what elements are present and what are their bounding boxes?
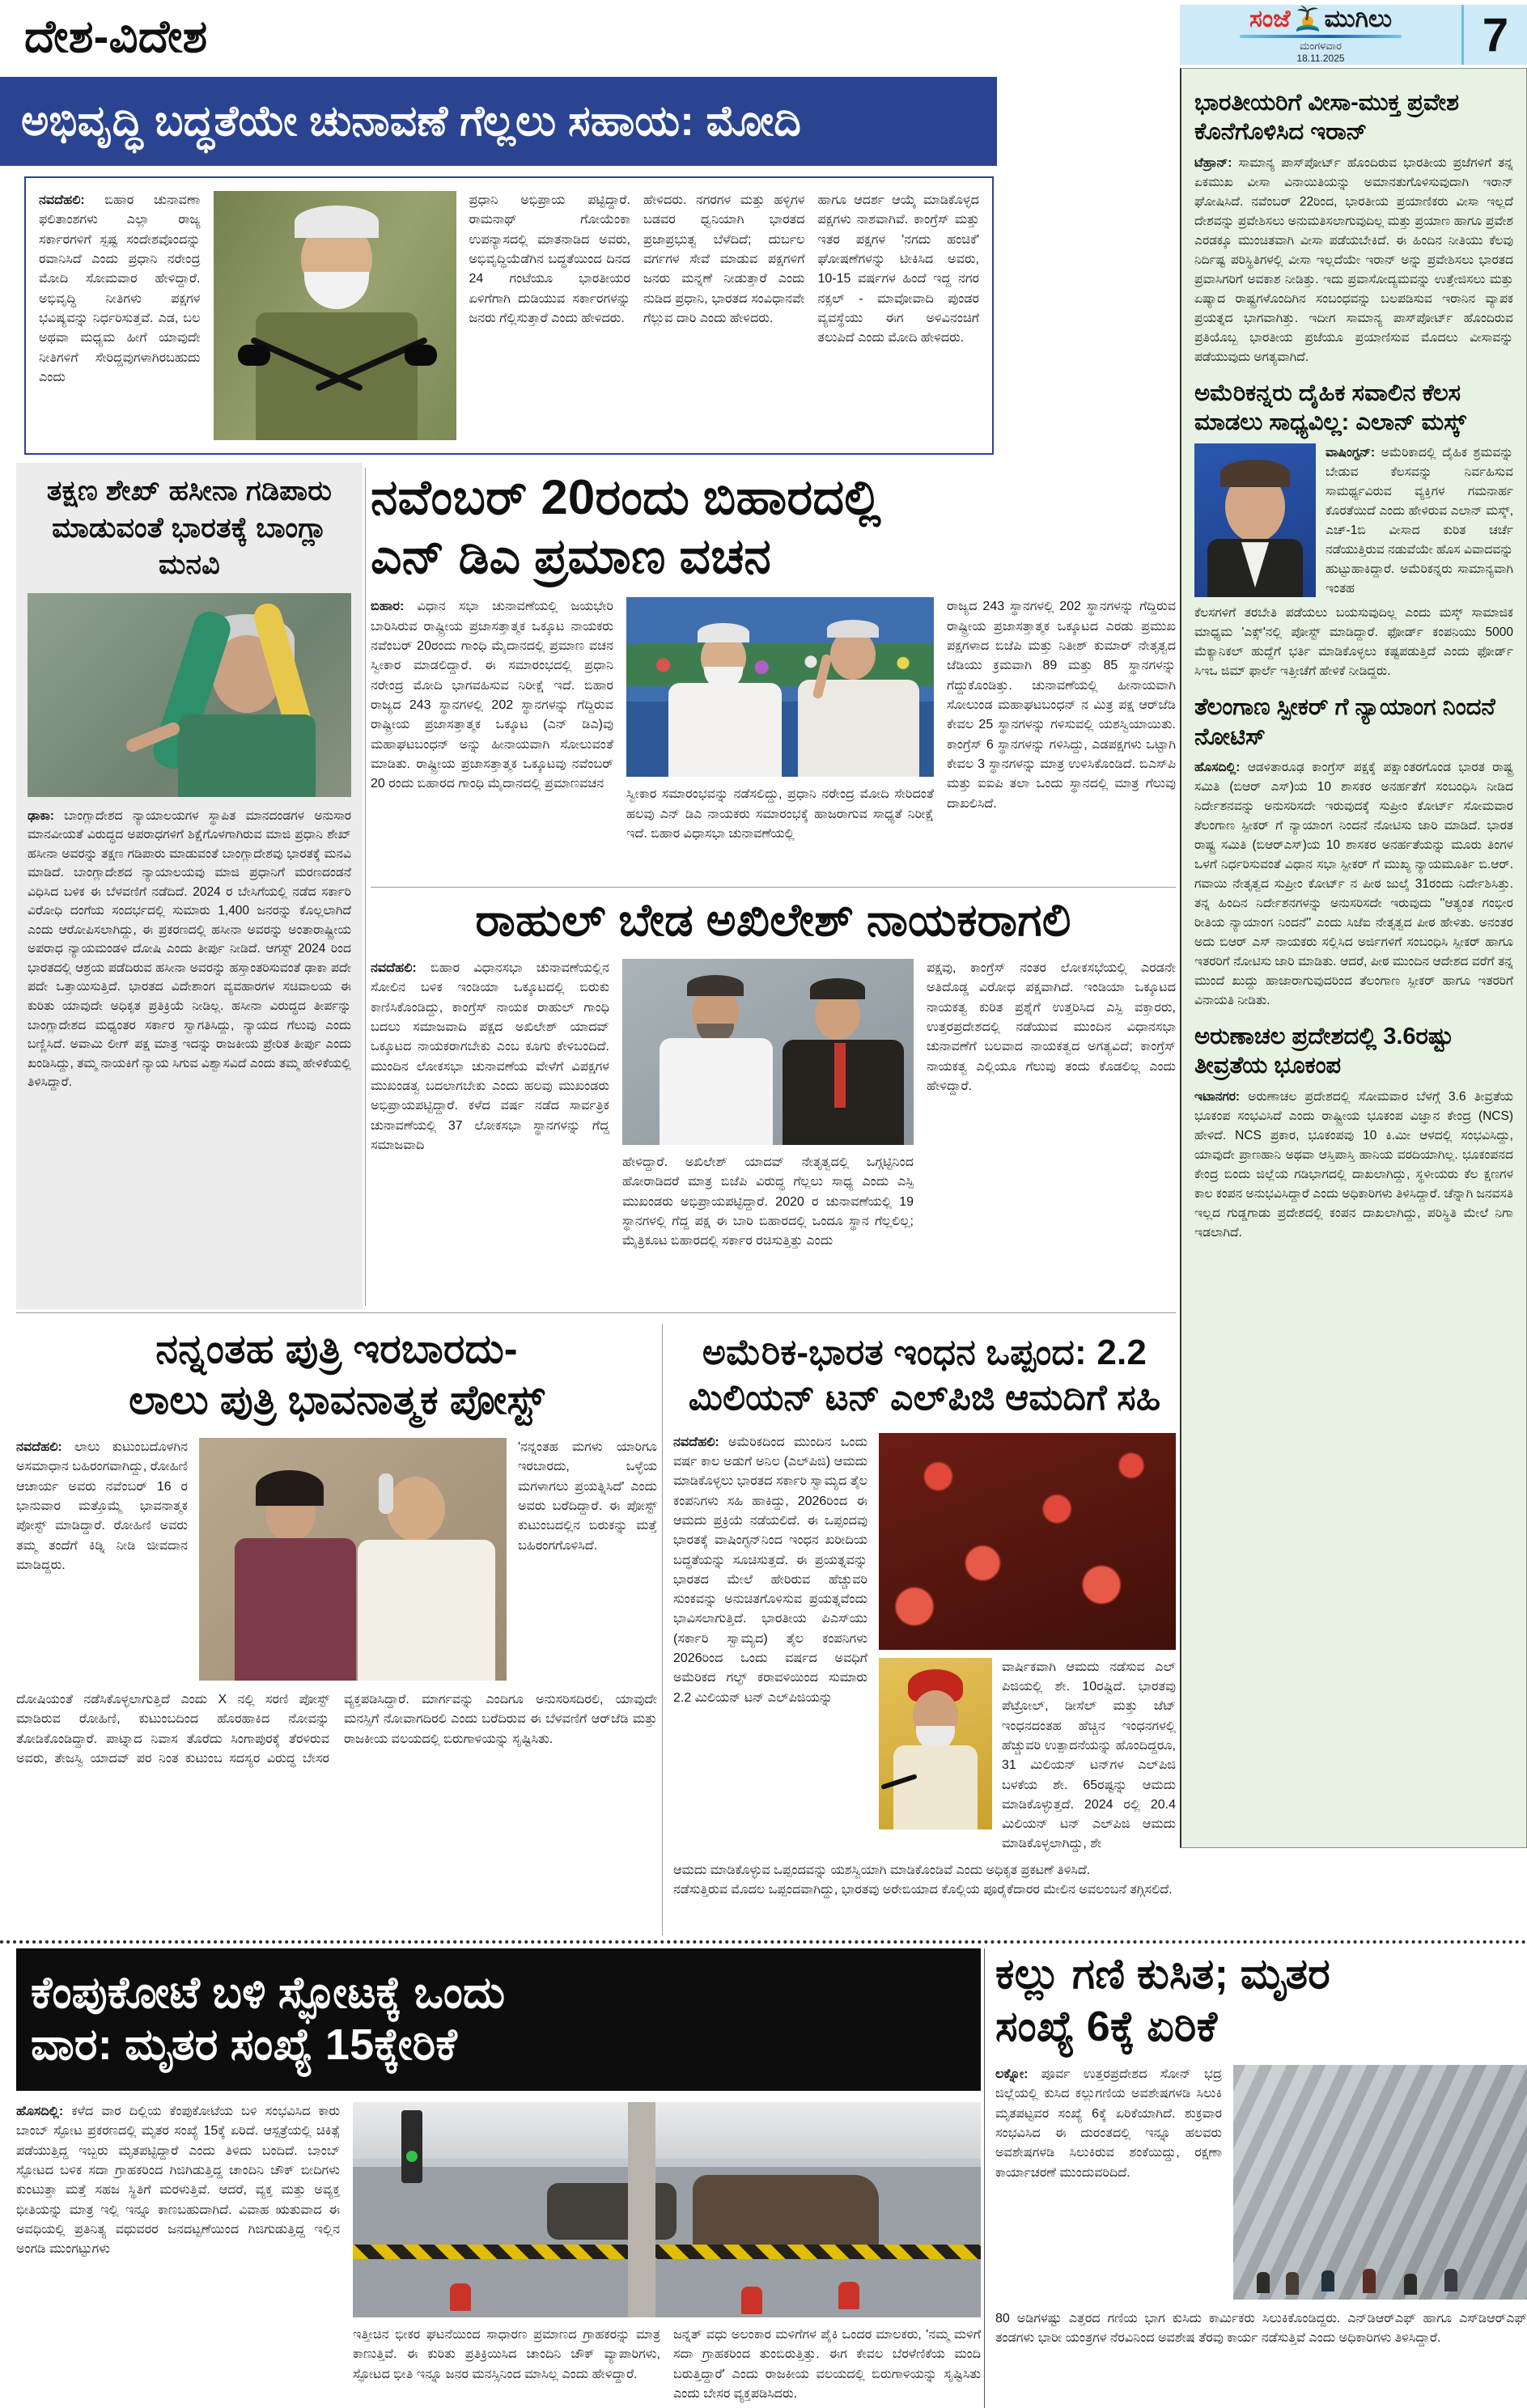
mic-right-head [405,345,437,366]
lalu-body-below: ದೋಷಿಯಂತೆ ನಡೆಸಿಕೊಳ್ಳಲಾಗುತ್ತಿದೆ ಎಂದು X ನಲ್ಲಿ ಸರಣಿ ಪೋಸ್ಟ್ ಮಾಡಿರುವ ರೋಹಿಣಿ, ಕುಟುಂಬದಿಂದ ಹೊರಹಾಕಿದ ನೋವನ್ನು ತೋಡಿಕೊಂಡಿದ್ದಾರೆ. ಪಾಟ್ನಾದ ನಿವಾಸ ತೊರೆದು ಸಿಂಗಾಪುರಕ್ಕೆ ತೆರಳಿರುವ ಅವರು, ತೇಜಸ್ವಿ ಯಾದವ್ ಪರ ನಿಂತ ಕುಟುಂಬ ಸದಸ್ಯರ ವಿರುದ್ಧ ಬೇಸರ ವ್ಯಕ್ತಪಡಿಸಿದ್ದಾರೆ. ಮಾರ್ಗವನ್ನು ಎಂದಿಗೂ ಅನುಸರಿಸದಿರಲಿ, ಯಾವುದೇ ಮನಸ್ಸಿಗೆ ನೋವಾಗದಿರಲಿ ಎಂದು ಬರೆದಿರುವ ಈ ಬೆಳವಣಿಗೆ ಆರ್‌ಜೆಡಿ ಮತ್ತು ರಾಜಕೀಯ ವಲಯದಲ್ಲಿ ಬಿರುಗಾಳಿಯನ್ನು ಸೃಷ್ಟಿಸಿತು. [16,1693,657,1766]
section-label: ದೇಶ-ವಿದೇಶ [24,11,208,61]
rahul-col-1-text: ಬಿಹಾರ ವಿಧಾನಸಭಾ ಚುನಾವಣೆಯಲ್ಲಿನ ಸೋಲಿನ ಬಳಿಕ ಇಂಡಿಯಾ ಒಕ್ಕೂಟದಲ್ಲಿ ಬಿರುಕು ಕಾಣಿಸಿಕೊಂಡಿದ್ದು, ಕಾಂಗ್ರೆಸ್ ನಾಯಕ ರಾಹುಲ್ ಗಾಂಧಿ ಬದಲು ಸಮಾಜವಾದಿ ಪಕ್ಷದ ಅಖಿಲೇಶ್ ಯಾದವ್ ಒಕ್ಕೂಟದ ನಾಯಕರಾಗಬೇಕು ಎಂಬ ಕೂಗು ಕೇಳಿಬಂದಿದೆ. ಮುಂದಿನ ಲೋಕಸಭಾ ಚುನಾವಣೆಯ ವೇಳೆಗೆ ವಿಪಕ್ಷಗಳ ಮುಖಂಡತ್ವ ಬದಲಾಗಬೇಕು ಎಂದು ಹಲವು ಮುಖಂಡರು ಅಭಿಪ್ರಾಯಪಟ್ಟಿದ್ದಾರೆ. ಕಳೆದ ವರ್ಷ ನಡೆದ ಸಾರ್ವತ್ರಿಕ ಚುನಾವಣೆಯಲ್ಲಿ 37 ಲೋಕಸಭಾ ಸ್ಥಾನಗಳನ್ನು ಗೆದ್ದ ಸಮಾಜವಾದಿ [371,961,609,1152]
article-rahul [371,893,1176,1306]
caution-tape [353,2245,981,2259]
divider-nda-rahul [371,887,1176,888]
lead-dateline: ನವದೆಹಲಿ: [39,193,85,207]
quake-headline: ಅರುಣಾಚಲ ಪ್ರದೇಶದಲ್ಲಿ 3.6ರಷ್ಟು ತೀವ್ರತೆಯ ಭೂಕಂಪ [1194,1024,1453,1079]
person-3 [1321,2270,1334,2291]
lalu-headline-line1: ನನ್ನಂತಹ ಪುತ್ರಿ ಇರಬಾರದು- [155,1326,518,1371]
article-hasina [16,463,363,1309]
burned-car-2 [547,2183,677,2240]
modi-hair [295,206,379,238]
musk-body-beside [1326,443,1513,599]
divider-hasina-nda [365,468,366,1306]
musk-hair [1220,460,1290,487]
redfort-col-1 [16,2102,340,2404]
lpg-col-1-text: ಅಮೆರಿಕದಿಂದ ಮುಂದಿನ ಒಂದು ವರ್ಷ ಕಾಲ ಅಡುಗೆ ಅನಿಲ (ಎಲ್‌ಪಿಜಿ) ಆಮದು ಮಾಡಿಕೊಳ್ಳಲು ಭಾರತದ ಸರ್ಕಾರಿ ಸ್ವಾಮ್ಯದ ತೈಲ ಕಂಪನಿಗಳು ಸಹಿ ಹಾಕಿದ್ದು, 2026ರಿಂದ ಈ ಆಮದು ಪ್ರಕ್ರಿಯೆ ನಡೆಯಲಿದೆ. ಈ ಒಪ್ಪಂದವು ಭಾರತಕ್ಕೆ ವಾಷಿಂಗ್ಟನ್‌ನಿಂದ ಇಂಧನ ಖರೀದಿಯ ಬದ್ಧತೆಯನ್ನು ಸೂಚಿಸುತ್ತದೆ. ಈ ಪ್ರಯತ್ನವನ್ನು ಭಾರತದ ಮೇಲೆ ಹೇರಿರುವ ಹೆಚ್ಚುವರಿ ಸುಂಕವನ್ನು ಅನುಚಿತಗೊಳಿಸುವ ಪ್ರಯತ್ನವೆಂದು ಭಾವಿಸಲಾಗುತ್ತಿದೆ. ಭಾರತೀಯ ಪಿಎಸ್‌ಯು (ಸರ್ಕಾರಿ ಸ್ವಾಮ್ಯದ) ತೈಲ ಕಂಪನಿಗಳು 2026ರಿಂದ ಒಂದು ವರ್ಷದ ಅವಧಿಗೆ ಅಮೆರಿಕದ ಗಲ್ಫ್ ಕರಾವಳಿಯಿಂದ ಸುಮಾರು 2.2 ಮಿಲಿಯನ್ ಟನ್ ಎಲ್‌ಪಿಜಿಯನ್ನು [673,1435,867,1705]
lalu-col-1 [16,1438,188,1681]
masthead-brand [1180,5,1461,65]
hasina-dateline: ಢಾಕಾ: [28,808,54,823]
lead-col-1-text: ಬಿಹಾರ ಚುನಾವಣಾ ಫಲಿತಾಂಶಗಳು ಎಲ್ಲಾ ರಾಜ್ಯ ಸರ್ಕಾರಗಳಿಗೆ ಸ್ಪಷ್ಟ ಸಂದೇಶವೊಂದನ್ನು ರವಾನಿಸಿದೆ ಎಂದು ಪ್ರಧಾನಿ ನರೇಂದ್ರ ಮೋದಿ ಸೋಮವಾರ ಹೇಳಿದ್ದಾರೆ. ಅಭಿವೃದ್ಧಿ ನೀತಿಗಳು ಪಕ್ಷಗಳ ಭವಿಷ್ಯವನ್ನು ನಿರ್ಧರಿಸುತ್ತವೆ. ಎಡ, ಬಲ ಅಥವಾ ಮಧ್ಯಮ ಹೀಗೆ ಯಾವುದೇ ನೀತಿಗಳಿಗೆ ಸೇರಿದ್ದವುಗಳಾಗಿರಬಹುದು ಎಂದು [39,193,201,384]
nda-modi-kurta [668,683,782,777]
lpg-dateline: ನವದೆಹಲಿ: [673,1435,719,1449]
article-quake [1194,1022,1513,1243]
nda-nitish-hair [827,620,879,638]
hasina-headline: ತಕ್ಷಣ ಶೇಖ್ ಹಸೀನಾ ಗಡಿಪಾರು ಮಾಡುವಂತೆ ಭಾರತಕ್ಕೆ ಬಾಂಗ್ಲಾ ಮನವಿ [46,475,333,580]
bollard-3 [838,2282,859,2309]
article-redfort [16,1948,981,2408]
musk-dateline: ವಾಷಿಂಗ್ಟನ್: [1326,446,1376,460]
lpg-col-1 [673,1433,867,1708]
quarry-headline-line2: ಸಂಖ್ಯೆ 6ಕ್ಕೆ ಏರಿಕೆ [995,2003,1218,2050]
person-5 [1404,2274,1417,2295]
divider-mid [16,1312,1176,1313]
bollard-2 [741,2287,762,2314]
rahul-col-3: ಪಕ್ಷವು, ಕಾಂಗ್ರೆಸ್ ನಂತರ ಲೋಕಸಭೆಯಲ್ಲಿ ಎರಡನೇ ಅತಿದೊಡ್ಡ ವಿರೋಧ ಪಕ್ಷವಾಗಿದೆ. ಇಂಡಿಯಾ ಒಕ್ಕೂಟದ ನಾಯಕತ್ವ ಕುರಿತ ಪ್ರಶ್ನೆಗೆ ಉತ್ತರಿಸಿದ ಎಸ್ಪಿ ವಕ್ತಾರರು, ಉತ್ತರಪ್ರದೇಶದಲ್ಲಿ ನಡೆಯುವ ಮುಂದಿನ ವಿಧಾನಸಭಾ ಚುನಾವಣೆಗೆ ಬಲವಾದ ನಾಯಕತ್ವದ ಅಗತ್ಯವಿದೆ; ಕಾಂಗ್ರೆಸ್ ನಾಯಕತ್ವ ಎಲ್ಲಿಯೂ ಗೆಲುವು ತಂದು ಕೊಡಲಿಲ್ಲ ಎಂದು ಹೇಳಿದ್ದಾರೆ. [927,961,1176,1093]
redfort-col-2: ಇತ್ತೀಚಿನ ಭೀಕರ ಘಟನೆಯಿಂದ ಸಾಧಾರಣ ಪ್ರಮಾಣದ ಗ್ರಾಹಕರನ್ನು ಮಾತ್ರ ಕಾಣುತ್ತಿವೆ. ಈ ಕುರಿತು ಪ್ರತಿಕ್ರಿಯಿಸಿದ ಚಾಂದಿನಿ ಚೌಕ್ ವ್ಯಾಪಾರಿಗಳು, ಸ್ಫೋಟದ ಭೀತಿ ಇನ್ನೂ ಜನರ ಮನಸ್ಸಿನಿಂದ ಮಾಸಿಲ್ಲ ಎಂದು ಹೇಳಿದ್ದಾರೆ. [353,2328,660,2381]
lalu-headline-line2: ಲಾಲು ಪುತ್ರಿ ಭಾವನಾತ್ಮಕ ಪೋಸ್ಟ್ [129,1376,545,1422]
modi-beard [304,272,369,309]
iran-dateline: ಟೆಹ್ರಾನ್: [1194,155,1232,170]
musk-body-beside-text: ಅಮೆರಿಕಾದಲ್ಲಿ ದೈಹಿಕ ಶ್ರಮವನ್ನು ಬೇಡುವ ಕೆಲಸವನ್ನು ನಿರ್ವಹಿಸುವ ಸಾಮರ್ಥ್ಯವಿರುವ ವ್ಯಕ್ತಿಗಳ ಗಮನಾರ್ಹ ಕೊರತೆಯಿದೆ ಎಂದು ಹೇಳಿರುವ ಎಲಾನ್ ಮಸ್ಕ್, ಎಚ್-1ಬಿ ವೀಸಾದ ಕುರಿತ ಚರ್ಚೆ ನಡೆಯುತ್ತಿರುವ ನಡುವೆಯೇ ಹೊಸ ವಿವಾದವನ್ನು ಹುಟ್ಟುಹಾಕಿದ್ದಾರೆ. ಅಮೆರಿಕನ್ನರು ಸಾಮಾನ್ಯವಾಗಿ ಇಂತಹ [1326,446,1513,596]
blast-tents [353,2102,981,2159]
quarry-headline-line1: ಕಲ್ಲು ಗಣಿ ಕುಸಿತ; ಮೃತರ [995,1951,1330,1998]
nda-headline-line2: ಎನ್ ಡಿಎ ಪ್ರಮಾಣ ವಚನ [371,529,771,584]
iran-headline: ಭಾರತೀಯರಿಗೆ ವೀಸಾ-ಮುಕ್ತ ಪ್ರವೇಶ ಕೊನೆಗೊಳಿಸಿದ ಇರಾನ್ [1194,90,1459,146]
nda-dateline: ಬಿಹಾರ: [371,600,405,614]
lalu-col-2: 'ನನ್ನಂತಹ ಮಗಳು ಯಾರಿಗೂ ಇರಬಾರದು, ಒಳ್ಳೆಯ ಮಗಳಾಗಲು ಪ್ರಯತ್ನಿಸಿದೆ' ಎಂದು ಅವರು ಬರೆದಿದ್ದಾರೆ. ಈ ಪೋಸ್ಟ್ ಕುಟುಂಬದಲ್ಲಿನ ಬಿರುಕನ್ನು ಮತ್ತೆ ಬಹಿರಂಗಗೊಳಿಸಿದೆ. [518,1440,657,1553]
brand-underline [1240,35,1402,38]
day-label: ಮಂಗಳವಾರ [1299,40,1342,52]
lamp-post [628,2102,655,2317]
musk-body-below: ಕೆಲಸಗಳಿಗೆ ತರಬೇತಿ ಪಡೆಯಲು ಬಯಸುವುದಿಲ್ಲ ಎಂದು ಮಸ್ಕ್ ಸಾಮಾಜಿಕ ಮಾಧ್ಯಮ 'ಎಕ್ಸ್'ನಲ್ಲಿ ಪೋಸ್ಟ್ ಮಾಡಿದ್ದಾರೆ. ಫೋರ್ಡ್ ಕಂಪನಿಯು 5000 ಮೆಕ್ಯಾನಿಕಲ್ ಹುದ್ದೆಗೆ ಭರ್ತಿ ಮಾಡಿಕೊಳ್ಳಲು ಕಷ್ಟಪಡುತ್ತಿದೆ ಎಂದು ಫೋರ್ಡ್ ಸಿಇಒ ಜಿಮ್ ಫಾರ್ಲೆ ಇತ್ತೀಚೆಗೆ ಹೇಳಿಕೆ ನೀಡಿದ್ದರು. [1194,606,1513,679]
rahul-dateline: ನವದೆಹಲಿ: [371,961,417,975]
quake-body [1194,1087,1513,1243]
quarry-col-1-text: ಪೂರ್ವ ಉತ್ತರಪ್ರದೇಶದ ಸೋನ್ ಭದ್ರ ಜಿಲ್ಲೆಯಲ್ಲಿ ಕುಸಿದ ಕಲ್ಲುಗಣಿಯ ಅವಶೇಷಗಳಡಿ ಸಿಲುಕಿ ಮೃತಪಟ್ಟವರ ಸಂಖ್ಯೆ 6ಕ್ಕೆ ಏರಿಕೆಯಾಗಿದೆ. ಶುಕ್ರವಾರ ಸಂಭವಿಸಿದ ಈ ದುರಂತದಲ್ಲಿ ಇನ್ನೂ ಹಲವರು ಅವಶೇಷಗಳಡಿ ಸಿಲುಕಿರುವ ಶಂಕೆಯಿದ್ದು, ರಕ್ಷಣಾ ಕಾರ್ಯಾಚರಣೆ ಮುಂದುವರಿದಿದೆ. [995,2067,1222,2180]
telangana-body-text: ಆಡಳಿತಾರೂಢ ಕಾಂಗ್ರೆಸ್ ಪಕ್ಷಕ್ಕೆ ಪಕ್ಷಾಂತರಗೊಂಡ ಭಾರತ ರಾಷ್ಟ್ರ ಸಮಿತಿ (ಬಿಆರ್ ಎಸ್)ಯ 10 ಶಾಸಕರ ಅನರ್ಹತೆಗೆ ಸಂಬಂಧಿಸಿ ನೀಡಿದ ನಿರ್ದೇಶನವನ್ನು ಅನುಸರಿಸದೇ ಇರುವುದಕ್ಕೆ ಸುಪ್ರೀಂ ಕೋರ್ಟ್ ಸೋಮವಾರ ತೆಲಂಗಾಣ ಸ್ಪೀಕರ್ ಗೆ ನ್ಯಾಯಾಂಗ ನಿಂದನೆ ನೋಟಿಸು ಜಾರಿ ಮಾಡಿದೆ. ಭಾರತ ರಾಷ್ಟ್ರ ಸಮಿತಿ (ಬಿಆರ್‌ಎಸ್)ಯ 10 ಶಾಸಕರ ಅನರ್ಹತೆಯನ್ನು ಮೂರು ತಿಂಗಳ ಒಳಗೆ ನಿರ್ಧರಿಸುವಂತೆ ವಿಧಾನ ಸಭಾ ಸ್ಪೀಕರ್ ಗೆ ಮುಖ್ಯ ನ್ಯಾಯಮೂರ್ತಿ ಬಿ.ಆರ್. ಗವಾಯಿ ನೇತೃತ್ವದ ಸುಪ್ರೀಂ ಕೋರ್ಟ್ ನ ಪೀಠ ಜುಲೈ 31ರಂದು ನಿರ್ದೇಶಿಸಿತ್ತು. ತನ್ನ ಹಿಂದಿನ ನಿರ್ದೇಶನಗಳನ್ನು ಅನುಸರಿಸದೇ ಇರುವುದು ''ಆತ್ಯಂತ ಗಂಭೀರ ರೀತಿಯ ನ್ಯಾಯಾಂಗ ನಿಂದನೆ'' ಎಂದು ಸಿಜೆಐ ನೇತೃತ್ವದ ಪೀಠ ಹೇಳಿತು. ಅನಂತರ ಅದು ಬಿಆರ್ ಎಸ್ ನಾಯಕರು ಸಲ್ಲಿಸಿದ ಅರ್ಜಿಗಳಿಗೆ ಸಂಬಂಧಿಸಿ ಸ್ಪೀಕರ್ ಹಾಗೂ ಇತರರಿಗೆ ನೋಟಿಸು ಜಾರಿ ಮಾಡಿತು. ಆದರೆ, ಪೀಠ ಮುಂದಿನ ಆದೇಶದ ವರೆಗೆ ತನ್ನ ಮುಂದೆ ಖುದ್ದು ಹಾಜಾರಾಗುವುದರಿಂದ ತೆಲಂಗಾಣ ಸ್ಪೀಕರ್ ಹಾಗೂ ಇತರರಿಗೆ ವಿನಾಯತಿ ನೀಡಿತು. [1194,760,1513,1008]
blast-scene-photo [353,2102,981,2317]
person-2 [1286,2272,1299,2295]
lead-headline: ಅಭಿವೃದ್ಧಿ ಬದ್ಧತೆಯೇ ಚುನಾವಣೆ ಗೆಲ್ಲಲು ಸಹಾಯ: ಮೋದಿ [21,97,802,145]
quarry-dateline: ಲಕ್ನೋ: [995,2067,1029,2081]
quake-dateline: ಇಟಾನಗರ: [1194,1089,1241,1104]
burned-car-1 [693,2175,879,2248]
sidebar-column [1180,68,1527,1848]
redfort-dateline: ಹೊಸದಿಲ್ಲಿ: [16,2105,64,2118]
rahul-akhilesh-photo [622,959,914,1145]
article-quarry [995,1948,1527,2408]
lpg-headline-line1: ಅಮೆರಿಕ-ಭಾರತ ಇಂಧನ ಒಪ್ಪಂದ: 2.2 [702,1333,1147,1372]
lead-headline-banner [0,77,997,166]
traffic-light [401,2110,422,2183]
iran-body [1194,154,1513,367]
nda-col-1-text: ವಿಧಾನ ಸಭಾ ಚುನಾವಣೆಯಲ್ಲಿ ಜಯಭೇರಿ ಬಾರಿಸಿರುವ ರಾಷ್ಟ್ರೀಯ ಪ್ರಜಾಸತ್ತಾತ್ಮಕ ಒಕ್ಕೂಟ ನಾಯಕರು ನವೆಂಬರ್ 20ರಂದು ಗಾಂಧಿ ಮೈದಾನದಲ್ಲಿ ಪ್ರಮಾಣ ವಚನ ಸ್ವೀಕಾರ ಮಾಡಲಿದ್ದಾರೆ. ಈ ಸಮಾರಂಭದಲ್ಲಿ ಪ್ರಧಾನಿ ನರೇಂದ್ರ ಮೋದಿ ಭಾಗವಹಿಸುವ ನಿರೀಕ್ಷೆ ಇದೆ. ಬಿಹಾರ ರಾಜ್ಯದ 243 ಸ್ಥಾನಗಳಲ್ಲಿ 202 ಸ್ಥಾನಗಳನ್ನು ಗೆದ್ದಿರುವ ರಾಷ್ಟ್ರೀಯ ಪ್ರಜಾಸತ್ತಾತ್ಮಕ ಒಕ್ಕೂಟ (ಎನ್ ಡಿಎ)ವು ಮಹಾಘಟಬಂಧನ್ ಅನ್ನು ಹೀನಾಯವಾಗಿ ಸೋಲುವಂತೆ ಮಾಡಿತು. ರಾಷ್ಟ್ರೀಯ ಪ್ರಜಾಸತ್ತಾತ್ಮಕ ಒಕ್ಕೂಟವು ನವೆಂಬರ್ 20 ರಂದು ಬಿಹಾರದ ಗಾಂಧಿ ಮೈದಾನದಲ್ಲಿ ಪ್ರಮಾಣವಚನ [371,600,613,791]
bollard-1 [450,2283,471,2311]
rahul-headline: ರಾಹುಲ್ ಬೇಡ ಅಖಿಲೇಶ್ ನಾಯಕರಾಗಲಿ [475,894,1071,945]
akhilesh-jacket-trim [834,1043,846,1108]
lead-article [24,176,994,455]
telangana-dateline: ಹೊಸದಿಲ್ಲಿ: [1194,760,1241,774]
article-iran-visa [1194,88,1513,367]
lalu-hair-side [379,1473,393,1514]
redfort-headline-line2: ವಾರ: ಮೃತರ ಸಂಖ್ಯೆ 15ಕ್ಕೇರಿಕೆ [31,2020,458,2069]
article-nda [371,468,1176,884]
article-musk [1194,379,1513,682]
brand-name-black: ಮುಗಿಲು [1324,6,1393,32]
lpg-headline-line2: ಮಿಲಿಯನ್ ಟನ್ ಎಲ್‌ಪಿಜಿ ಆಮದಿಗೆ ಸಹಿ [688,1378,1161,1418]
person-1 [1257,2272,1270,2293]
traffic-light-green [406,2151,418,2162]
lalu-col-1-text: ಲಾಲು ಕುಟುಂಬದೊಳಗಿನ ಅಸಮಾಧಾನ ಬಹಿರಂಗವಾಗಿದ್ದು, ರೋಹಿಣಿ ಆಚಾರ್ಯ ಅವರು ನವೆಂಬರ್ 16 ರ ಭಾನುವಾರ ಮತ್ತೊಮ್ಮೆ ಭಾವನಾತ್ಮಕ ಪೋಸ್ಟ್ ಮಾಡಿದ್ದಾರೆ. ರೋಹಿಣಿ ಅವರು ತಮ್ಮ ತಂದೆಗೆ ಕಿಡ್ನಿ ನೀಡಿ ಜೀವದಾನ ಮಾಡಿದ್ದರು. [16,1440,188,1572]
lpg-footer: ನಡೆಸುತ್ತಿರುವ ಮೊದಲ ಒಪ್ಪಂದವಾಗಿದ್ದು, ಭಾರತವು ಅರೇಬಿಯಾದ ಕೊಲ್ಲಿಯ ಪೂರೈಕೆದಾರರ ಮೇಲಿನ ಅವಲಂಬನೆ ತಗ್ಗಿಸಲಿದೆ. [673,1883,1173,1897]
rohini-hair [256,1470,324,1506]
article-telangana [1194,693,1513,1011]
puri-photo [879,1658,992,1829]
lpg-col-2: ವಾರ್ಷಿಕವಾಗಿ ಆಮದು ನಡೆಸುವ ಎಲ್ ಪಿಜಿಯಲ್ಲಿ ಶೇ. 10ರಷ್ಟಿದೆ. ಭಾರತವು ಪೆಟ್ರೋಲ್, ಡೀಸೆಲ್ ಮತ್ತು ಜೆಟ್ ಇಂಧನದಂತಹ ಹೆಚ್ಚಿನ ಇಂಧನಗಳಲ್ಲಿ ಹೆಚ್ಚುವರಿ ಉತ್ಪಾದನೆಯನ್ನು ಹೊಂದಿದ್ದರೂ, 31 ಮಿಲಿಯನ್ ಟನ್‌ಗಳ ಎಲ್‌ಪಿಜಿ ಬಳಕೆಯ ಶೇ. 65ರಷ್ಟನ್ನು ಆಮದು ಮಾಡಿಕೊಳ್ಳುತ್ತದೆ. 2024 ರಲ್ಲಿ 20.4 ಮಿಲಿಯನ್ ಟನ್ ಎಲ್‌ಪಿಜಿ ಆಮದು ಮಾಡಿಕೊಳ್ಳಲಾಗಿದ್ದು, ಶೇ [1002,1660,1176,1851]
article-lpg [673,1330,1176,1935]
article-lalu [16,1324,657,1935]
musk-headline: ಅಮೆರಿಕನ್ನರು ದೈಹಿಕ ಸವಾಲಿನ ಕೆಲಸ ಮಾಡಲು ಸಾಧ್ಯವಿಲ್ಲ: ಎಲಾನ್ ಮಸ್ಕ್ [1194,379,1466,435]
lpg-tail: ಆಮದು ಮಾಡಿಕೊಳ್ಳುವ ಒಪ್ಪಂದವನ್ನು ಯಶಸ್ವಿಯಾಗಿ ಮಾಡಿಕೊಂಡಿವೆ ಎಂದು ಅಧಿಕೃತ ಪ್ರಕಟಣೆ ತಿಳಿಸಿದೆ. [673,1863,1091,1877]
lead-col-1 [39,191,201,440]
hasina-body [28,807,351,1092]
rahul-hair [687,975,744,996]
masthead [1180,5,1527,65]
nda-headline-line1: ನವೆಂಬರ್ 20ರಂದು ಬಿಹಾರದಲ್ಲಿ [371,470,881,524]
mic-left-head [238,345,270,366]
rahul-col-2: ಹೇಳಿದ್ದಾರೆ. ಅಖಿಲೇಶ್ ಯಾದವ್ ನೇತೃತ್ವದಲ್ಲಿ ಒಗ್ಗಟ್ಟಿನಿಂದ ಹೋರಾಡಿದರೆ ಮಾತ್ರ ಬಿಜೆಪಿ ವಿರುದ್ಧ ಗೆಲ್ಲಲು ಸಾಧ್ಯ ಎಂದು ಎಸ್ಪಿ ಮುಖಂಡರು ಅಭಿಪ್ರಾಯಪಟ್ಟಿದ್ದಾರೆ. 2020 ರ ಚುನಾವಣೆಯಲ್ಲಿ 19 ಸ್ಥಾನಗಳಲ್ಲಿ ಗೆದ್ದ ಪಕ್ಷ ಈ ಬಾರಿ ಬಿಹಾರದಲ್ಲಿ ಒಂದೂ ಸ್ಥಾನ ಗೆಲ್ಲಲಿಲ್ಲ; ಮೈತ್ರಿಕೂಟ ಬಿಹಾರದಲ್ಲಿ ಸರ್ಕಾರ ರಚಿಸುತ್ತಿತ್ತು ಎಂದು [622,1155,914,1249]
quarry-photo [1233,2065,1527,2300]
lalu-kurta [358,1540,495,1681]
modi-photo [214,191,456,440]
lalu-face [387,1477,445,1541]
redfort-headline-line1: ಕೆಂಪುಕೋಟೆ ಬಳಿ ಸ್ಫೋಟಕ್ಕೆ ಒಂದು [31,1969,506,2018]
hasina-body-text: ಬಾಂಗ್ಲಾದೇಶದ ನ್ಯಾಯಾಲಯಗಳ ಸ್ಥಾಪಿತ ಮಾನದಂಡಗಳ ಅನುಸಾರ ಮಾನವೀಯತೆ ವಿರುದ್ಧದ ಅಪರಾಧಗಳಿಗೆ ಶಿಕ್ಷೆಗೊಳಗಾಗಿರುವ ಮಾಜಿ ಪ್ರಧಾನಿ ಶೇಖ್ ಹಸೀನಾ ಅವರನ್ನು ತಕ್ಷಣ ಗಡಿಪಾರು ಮಾಡುವಂತೆ ಬಾಂಗ್ಲಾದೇಶವು ಭಾರತಕ್ಕೆ ಮನವಿ ಮಾಡಿದೆ. ಬಾಂಗ್ಲಾದೇಶದ ನ್ಯಾಯಾಲಯವು ಮಾಜಿ ಪ್ರಧಾನಿಗೆ ಮರಣದಂಡನೆ ವಿಧಿಸಿದ ಬಳಿಕ ಈ ಬೆಳವಣಿಗೆ ನಡೆದಿದೆ. 2024 ರ ಬೇಸಿಗೆಯಲ್ಲಿ ನಡೆದ ಸರ್ಕಾರಿ ವಿರೋಧಿ ದಂಗೆಯ ಸಂದರ್ಭದಲ್ಲಿ ಸುಮಾರು 1,400 ಜನರನ್ನು ಕೊಲ್ಲಲಾಗಿದೆ ಎಂದು ಆರೋಪಿಸಲಾಗಿದ್ದು, ಈ ಪ್ರಕರಣದಲ್ಲಿ ಹಸೀನಾ ಅವರನ್ನು ಅಂತಾರಾಷ್ಟ್ರೀಯ ಅಪರಾಧ ನ್ಯಾಯಮಂಡಳಿ ದೋಷಿ ಎಂದು ತೀರ್ಪು ನೀಡಿದೆ. ಆಗಸ್ಟ್ 2024 ರಿಂದ ಭಾರತದಲ್ಲಿ ಆಶ್ರಯ ಪಡೆದಿರುವ ಹಸೀನಾ ಅವರನ್ನು ಹಸ್ತಾಂತರಿಸುವಂತೆ ಢಾಕಾ ಪದೇ ಪದೇ ಒತ್ತಾಯಿಸುತ್ತಿದೆ. ಭಾರತದ ವಿದೇಶಾಂಗ ವ್ಯವಹಾರಗಳ ಸಚಿವಾಲಯ ಈ ಕುರಿತು ಯಾವುದೇ ಅಧಿಕೃತ ಪ್ರತಿಕ್ರಿಯೆ ನೀಡಿಲ್ಲ. ಹಸೀನಾ ವಿರುದ್ಧದ ತೀರ್ಪನ್ನು ಬಾಂಗ್ಲಾದೇಶದ ಮಧ್ಯಂತರ ಸರ್ಕಾರ ಸ್ವಾಗತಿಸಿದ್ದು, ನ್ಯಾಯದ ಗೆಲುವು ಎಂದು ಬಣ್ಣಿಸಿದೆ. ಅವಾಮಿ ಲೀಗ್ ಪಕ್ಷ ಮಾತ್ರ ಇದನ್ನು ರಾಜಕೀಯ ಪ್ರೇರಿತ ತೀರ್ಪು ಎಂದು ಖಂಡಿಸಿದ್ದು, ತಮ್ಮ ನಾಯಕಿಗೆ ನ್ಯಾಯ ಸಿಗುವ ವಿಶ್ವಾಸವಿದೆ ಎಂದು ತಮ್ಮ ಹೇಳಿಕೆಯಲ್ಲಿ ತಿಳಿಸಿದ್ದಾರೆ. [28,808,351,1090]
lalu-dateline: ನವದೆಹಲಿ: [16,1440,62,1454]
telangana-body [1194,758,1513,1011]
divider-bottom [0,1940,1527,1944]
divider-redfort-quarry [984,1948,985,2408]
quarry-col-1 [995,2065,1222,2300]
divider-lalu-lpg [662,1324,663,1935]
nda-col-3: ರಾಜ್ಯದ 243 ಸ್ಥಾನಗಳಲ್ಲಿ 202 ಸ್ಥಾನಗಳನ್ನು ಗೆದ್ದಿರುವ ರಾಷ್ಟ್ರೀಯ ಪ್ರಜಾಸತ್ತಾತ್ಮಕ ಒಕ್ಕೂಟದ ಎರಡು ಪ್ರಮುಖ ಪಕ್ಷಗಳಾದ ಬಿಜೆಪಿ ಮತ್ತು ನಿತೀಶ್ ಕುಮಾರ್ ನೇತೃತ್ವದ ಜೆಡಿಯು ಕ್ರಮವಾಗಿ 89 ಮತ್ತು 85 ಸ್ಥಾನಗಳನ್ನು ಗೆದ್ದುಕೊಂಡಿತ್ತು. ಚುನಾವಣೆಯಲ್ಲಿ ಹೀನಾಯವಾಗಿ ಸೋಲುಂಡ ಮಹಾಘಟಬಂಧನ್ ನ ಮಿತ್ರ ಪಕ್ಷ ಆರ್‌ಜೆಡಿ ಕೇವಲ 25 ಸ್ಥಾನಗಳನ್ನು ಗಳಿಸುವಲ್ಲಿ ಯಶಸ್ವಿಯಾಯಿತು. ಕಾಂಗ್ರೆಸ್ 6 ಸ್ಥಾನಗಳನ್ನು ಗಳಿಸಿದ್ದು, ಎಡಪಕ್ಷಗಳು ಒಟ್ಟಾಗಿ ಕೇವಲ 3 ಸ್ಥಾನಗಳನ್ನು ಮಾತ್ರ ಉಳಿಸಿಕೊಂಡಿದೆ. ಬಿಎಸ್‌ಪಿ ಮತ್ತು ಐಐಪಿ ತಲಾ ಒಂದು ಸ್ಥಾನದಲ್ಲಿ ಮಾತ್ರ ಗೆಲುವು ದಾಖಲಿಸಿದೆ. [947,600,1176,811]
telangana-headline: ತೆಲಂಗಾಣ ಸ್ಪೀಕರ್ ಗೆ ನ್ಯಾಯಾಂಗ ನಿಂದನೆ ನೋಟಿಸ್ [1194,694,1495,750]
lead-col-4: ಹಾಗೂ ಆದರ್ಶ ಆಯ್ಕೆ ಮಾಡಿಕೊಳ್ಳದ ಪಕ್ಷಗಳು ನಾಶವಾಗಿವೆ. ಕಾಂಗ್ರೆಸ್ ಮತ್ತು ಇತರ ಪಕ್ಷಗಳ 'ನಗದು ಹಂಚಿಕೆ' ಘೋಷಣೆಗಳನ್ನು ಟೀಕಿಸಿದ ಅವರು, 10-15 ವರ್ಷಗಳ ಹಿಂದೆ ಇದ್ದ ನಗರ ನಕ್ಸಲ್ - ಮಾವೋವಾದಿ ಪುಂಡರ ವ್ಯವಸ್ಥೆಯು ಈಗ ಅಳಿವಿನಂಚಿಗೆ ತಲುಪಿದೆ ಎಂದು ಮೋದಿ ಹೇಳಿದರು. [817,193,979,346]
person-6 [1444,2269,1457,2291]
lead-col-3: ಹೇಳಿದರು. ನಗರಗಳ ಮತ್ತು ಹಳ್ಳಿಗಳ ಬಡವರ ಧ್ವನಿಯಾಗಿ ಭಾರತದ ಪ್ರಜಾಪ್ರಭುತ್ವ ಬೆಳೆದಿದೆ; ದುರ್ಬಲ ವರ್ಗಗಳ ಸೇವೆ ಮಾಡುವ ಪಕ್ಷಗಳಿಗೆ ಜನರು ಮನ್ನಣೆ ನೀಡುತ್ತಾರೆ ಎಂದು ನುಡಿದ ಪ್ರಧಾನಿ, ಭಾರತದ ಸಂವಿಧಾನವೇ ಗೆಲ್ಲುವ ದಾರಿ ಎಂದು ಹೇಳಿದರು. [643,193,805,325]
akhilesh-hair [810,978,865,999]
rahul-tshirt [660,1038,773,1145]
rahul-col-1 [371,959,609,1252]
hasina-body-shape [178,714,316,797]
date-label: 18.11.2025 [1296,53,1345,64]
musk-photo [1194,443,1316,597]
nda-col-2: ಸ್ವೀಕಾರ ಸಮಾರಂಭವನ್ನು ನಡೆಸಲಿದ್ದು, ಪ್ರಧಾನಿ ನರೇಂದ್ರ ಮೋದಿ ಸೇರಿದಂತೆ ಹಲವು ಎನ್ ಡಿಎ ನಾಯಕರು ಸಮಾರಂಭಕ್ಕೆ ಹಾಜರಾಗುವ ಸಾಧ್ಯತೆ ನಿರೀಕ್ಷೆ ಇದೆ. ಬಿಹಾರ ವಿಧಾಸಭಾ ಚುನಾವಣೆಯಲ್ಲಿ [626,787,934,841]
sun-palm-icon [1294,6,1321,33]
puri-vest [893,1745,978,1829]
lpg-cylinders-photo [879,1433,1176,1650]
lead-col-2: ಪ್ರಧಾನಿ ಅಭಿಪ್ರಾಯ ಪಟ್ಟಿದ್ದಾರೆ. ರಾಮನಾಥ್ ಗೋಯೆಂಕಾ ಉಪನ್ಯಾಸದಲ್ಲಿ ಮಾತನಾಡಿದ ಅವರು, ಅಭಿವೃದ್ಧಿಯೆಡೆಗಿನ ಬದ್ಧತೆಯಿಂದ ದಿನದ 24 ಗಂಟೆಯೂ ಭಾರತೀಯರ ಏಳಿಗೆಗಾಗಿ ದುಡಿಯುವ ಸರ್ಕಾರಗಳನ್ನು ಜನರು ಗೆಲ್ಲಿಸುತ್ತಾರೆ ಎಂದು ಹೇಳಿದರು. [469,193,630,325]
page-number: 7 [1461,5,1527,65]
lalu-rohini-photo [199,1438,507,1681]
person-4 [1363,2269,1376,2293]
nda-modi-hair [698,623,749,642]
rohini-dress [235,1538,356,1681]
redfort-col-1-text: ಕಳೆದ ವಾರ ದಿಲ್ಲಿಯ ಕೆಂಪುಕೋಟೆಯ ಬಳಿ ಸಂಭವಿಸಿದ ಕಾರು ಬಾಂಬ್ ಸ್ಫೋಟ ಪ್ರಕರಣದಲ್ಲಿ ಮೃತರ ಸಂಖ್ಯೆ 15ಕ್ಕೆ ಏರಿದೆ. ಆಸ್ಪತ್ರೆಯಲ್ಲಿ ಚಿಕಿತ್ಸೆ ಪಡೆಯುತ್ತಿದ್ದ ಇಬ್ಬರು ಮೃತಪಟ್ಟಿದ್ದಾರೆ ಎಂದು ತಿಳಿದು ಬಂದಿದೆ. ಬಾಂಬ್ ಸ್ಫೋಟದ ಬಳಿಕ ಸದಾ ಗ್ರಾಹಕರಿಂದ ಗಿಜಿಗಿಡುತ್ತಿದ್ದ ಚಾಂದಿನಿ ಚೌಕ್ ಬೀದಿಗಳು ಕುಂಟುತ್ತಾ ಮತ್ತೆ ಸಹಜ ಸ್ಥಿತಿಗೆ ಮರಳುತ್ತಿವೆ. ಆದರೆ, ವ್ಯಕ್ತ ಮತ್ತು ಅವ್ಯಕ್ತ ಭೀತಿಯನ್ನು ಮಾತ್ರ ಇಲ್ಲಿ ಇನ್ನೂ ಕಾಣಬಹುದಾಗಿದೆ. ವಿವಾಹ ಋತುವಾದ ಈ ಅವಧಿಯಲ್ಲಿ ಪ್ರತಿನಿತ್ಯ ವಧುವರರ ಜನದಟ್ಟಣೆಯಿಂದ ಗಿಜಿಗುಡುತ್ತಿದ್ದ ಇಲ್ಲಿನ ಅಂಗಡಿ ಮುಂಗಟ್ಟುಗಳು [16,2105,340,2257]
redfort-headline [16,1961,520,2077]
nda-photo [626,597,934,777]
iran-body-text: ಸಾಮಾನ್ಯ ಪಾಸ್‌ಪೋರ್ಟ್ ಹೊಂದಿರುವ ಭಾರತೀಯ ಪ್ರಜೆಗಳಿಗೆ ತನ್ನ ಏಕಮುಖ ವೀಸಾ ವಿನಾಯಿತಿಯನ್ನು ಅಮಾನತುಗೊಳಿಸುವುದಾಗಿ ಇರಾನ್ ಘೋಷಿಸಿದೆ. ನವೆಂಬರ್ 22ರಿಂದ, ಭಾರತೀಯ ಪ್ರಯಾಣಿಕರು ವೀಸಾ ಇಲ್ಲದೆ ದೇಶವನ್ನು ಪ್ರವೇಶಿಸಲು ಅನುಮತಿಸಲಾಗುವುದಿಲ್ಲ ಮತ್ತು ಪ್ರಯಾಣ ಹಾಗೂ ಪ್ರವೇಶ ಎರಡಕ್ಕೂ ಮುಂಚಿತವಾಗಿ ವೀಸಾ ಪಡೆಯಬೇಕಿದೆ. ಈ ಹಿಂದಿನ ನೀತಿಯು ಕೆಲವು ನಿರ್ದಿಷ್ಟ ಪರಿಸ್ಥಿತಿಗಳಲ್ಲಿ ವೀಸಾ ಇಲ್ಲದೆಯೇ ಇರಾನ್ ಅನ್ನು ಪ್ರವೇಶಿಸಲು ಭಾರತದ ಪ್ರವಾಸಿಗರಿಗೆ ಅವಕಾಶ ನೀಡಿತ್ತು. ಇದು ಪ್ರವಾಸೋದ್ಯಮವನ್ನು ಉತ್ತೇಜಿಸಲು ಮತ್ತು ಏಷ್ಯಾದ ರಾಷ್ಟ್ರಗಳೊಂದಿಗಿನ ಸಂಬಂಧವನ್ನು ಬಲಪಡಿಸುವ ಇರಾನಿನ ವ್ಯಾಪಕ ಪ್ರಯತ್ನದ ಭಾಗವಾಗಿತ್ತು. ಇದೀಗ ಸಾಮಾನ್ಯ ಪಾಸ್‌ಪೋರ್ಟ್ ಹೊಂದಿರುವ ಪ್ರತಿಯೊಬ್ಬ ಭಾರತೀಯ ಪ್ರಜೆಯೂ ಪ್ರಯಾಣಿಸುವ ಮೊದಲು ವೀಸಾವನ್ನು ಪಡೆಯುವುದು ಅಗತ್ಯವಾಗಿದೆ. [1194,155,1513,364]
quake-body-text: ಅರುಣಾಚಲ ಪ್ರದೇಶದಲ್ಲಿ ಸೋಮವಾರ ಬೆಳಗ್ಗೆ 3.6 ತೀವ್ರತೆಯ ಭೂಕಂಪ ಸಂಭವಿಸಿದೆ ಎಂದು ರಾಷ್ಟ್ರೀಯ ಭೂಕಂಪ ವಿಜ್ಞಾನ ಕೇಂದ್ರ (NCS) ಹೇಳಿದೆ. NCS ಪ್ರಕಾರ, ಭೂಕಂಪವು 10 ಕಿ.ಮೀ ಆಳದಲ್ಲಿ ಸಂಭವಿಸಿದ್ದು, ಯಾವುದೇ ಪ್ರಾಣಹಾನಿ ಅಥವಾ ಆಸ್ತಿಪಾಸ್ತಿ ಹಾನಿಯ ವರದಿಯಾಗಿಲ್ಲ. ಭೂಕಂಪನದ ಕೇಂದ್ರ ಬಿಂದು ಜಿಲ್ಲೆಯ ಗಡಿಭಾಗದಲ್ಲಿ ದಾಖಲಾಗಿದ್ದು, ಸ್ಥಳೀಯರು ಕೆಲ ಕ್ಷಣಗಳ ಕಾಲ ಕಂಪನ ಅನುಭವಿಸಿದ್ದಾರೆ ಎಂದು ಅಧಿಕಾರಿಗಳು ತಿಳಿಸಿದ್ದಾರೆ. ಚೆನ್ನಾಗಿ ಜನವಸತಿ ಇಲ್ಲದ ಗುಡ್ಡಗಾಡು ಪ್ರದೇಶದಲ್ಲಿ ಕಂಪನ ದಾಖಲಾಗಿದ್ದು, ಪರಿಸ್ಥಿತಿ ಮೇಲೆ ನಿಗಾ ಇಡಲಾಗಿದೆ. [1194,1089,1513,1240]
brand-name-red: ಸಂಜೆ [1249,6,1291,32]
hasina-photo [28,593,351,797]
redfort-col-3: ಜನ್ನತ್ ವಧು ಅಲಂಕಾರ ಮಳಿಗೆಗಳ ಪೈಕಿ ಒಂದರ ಮಾಲಕರು, 'ನಮ್ಮ ಮಳಿಗೆ ಸದಾ ಗ್ರಾಹಕರಿಂದ ತುಂಬಿರುತ್ತಿತ್ತು. ಈಗ ಕೇವಲ ಬೆರಳೆಣಿಕೆಯ ಮಂದಿ ಬರುತ್ತಿದ್ದಾರೆ' ಎಂದು ರಾಜಕೀಯ ವಲಯದಲ್ಲಿ ಬಿರುಗಾಳಿಯನ್ನು ಸೃಷ್ಟಿಸಿತು ಎಂದು ಬೇಸರ ವ್ಯಕ್ತಪಡಿಸಿದರು. [673,2328,981,2401]
nda-col-1 [371,597,613,844]
quarry-col-2: 80 ಅಡಿಗಳಷ್ಟು ಎತ್ತರದ ಗಣಿಯ ಭಾಗ ಕುಸಿದು ಕಾರ್ಮಿಕರು ಸಿಲುಕಿಕೊಂಡಿದ್ದರು. ಎನ್‌ಡಿಆರ್‌ಎಫ್ ಹಾಗೂ ಎಸ್‌ಡಿಆರ್‌ಎಫ್ ತಂಡಗಳು ಭಾರೀ ಯಂತ್ರಗಳ ನೆರವಿನಿಂದ ಅವಶೇಷ ತೆರವು ಕಾರ್ಯ ನಡೆಸುತ್ತಿವೆ ಎಂದು ಅಧಿಕಾರಿಗಳು ತಿಳಿಸಿದ್ದಾರೆ. [995,2312,1527,2346]
